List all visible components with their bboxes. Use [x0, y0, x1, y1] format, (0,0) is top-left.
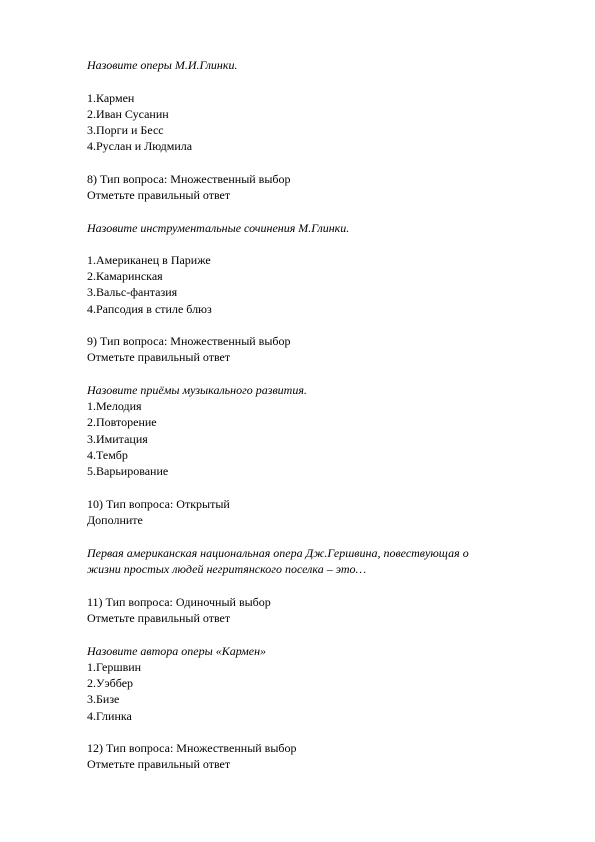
option-line: 1.Гершвин [87, 660, 142, 674]
option-line: 3.Имитация [87, 432, 148, 446]
option-line: 4.Руслан и Людмила [87, 139, 193, 153]
question-type-line: 10) Тип вопроса: Открытый [87, 497, 230, 511]
question-prompt-techniques: Назовите приёмы музыкального развития. [87, 383, 307, 397]
option-line: 3.Вальс-фантазия [87, 285, 178, 299]
option-line: 5.Варьирование [87, 464, 169, 478]
instruction-line: Отметьте правильный ответ [87, 757, 231, 771]
question-prompt-gershwin-cont: жизни простых людей негритянского поселка – это… [87, 562, 367, 576]
option-line: 2.Повторение [87, 415, 157, 429]
option-line: 1.Кармен [87, 91, 135, 105]
question-type-line: 8) Тип вопроса: Множественный выбор [87, 172, 291, 186]
instruction-line: Отметьте правильный ответ [87, 611, 231, 625]
option-line: 4.Рапсодия в стиле блюз [87, 302, 212, 316]
question-type-line: 11) Тип вопроса: Одиночный выбор [87, 595, 271, 609]
instruction-line: Отметьте правильный ответ [87, 350, 231, 364]
question-type-line: 12) Тип вопроса: Множественный выбор [87, 741, 297, 755]
question-prompt-instrumental: Назовите инструментальные сочинения М.Глинки. [87, 221, 350, 235]
option-line: 3.Порги и Бесс [87, 123, 164, 137]
instruction-line: Отметьте правильный ответ [87, 188, 231, 202]
option-line: 2.Уэббер [87, 676, 134, 690]
option-line: 1.Мелодия [87, 399, 142, 413]
option-line: 2.Камаринская [87, 269, 163, 283]
question-prompt-gershwin: Первая американская национальная опера Дж.Гершвина, повествующая о [87, 546, 469, 560]
question-prompt-carmen: Назовите автора оперы «Кармен» [87, 644, 267, 658]
option-line: 2.Иван Сусанин [87, 107, 169, 121]
question-type-line: 9) Тип вопроса: Множественный выбор [87, 334, 291, 348]
option-line: 1.Американец в Париже [87, 253, 211, 267]
option-line: 4.Тембр [87, 448, 128, 462]
option-line: 3.Бизе [87, 692, 120, 706]
instruction-line: Дополните [87, 513, 143, 527]
question-prompt-operas: Назовите оперы М.И.Глинки. [87, 58, 238, 72]
option-line: 4.Глинка [87, 709, 132, 723]
